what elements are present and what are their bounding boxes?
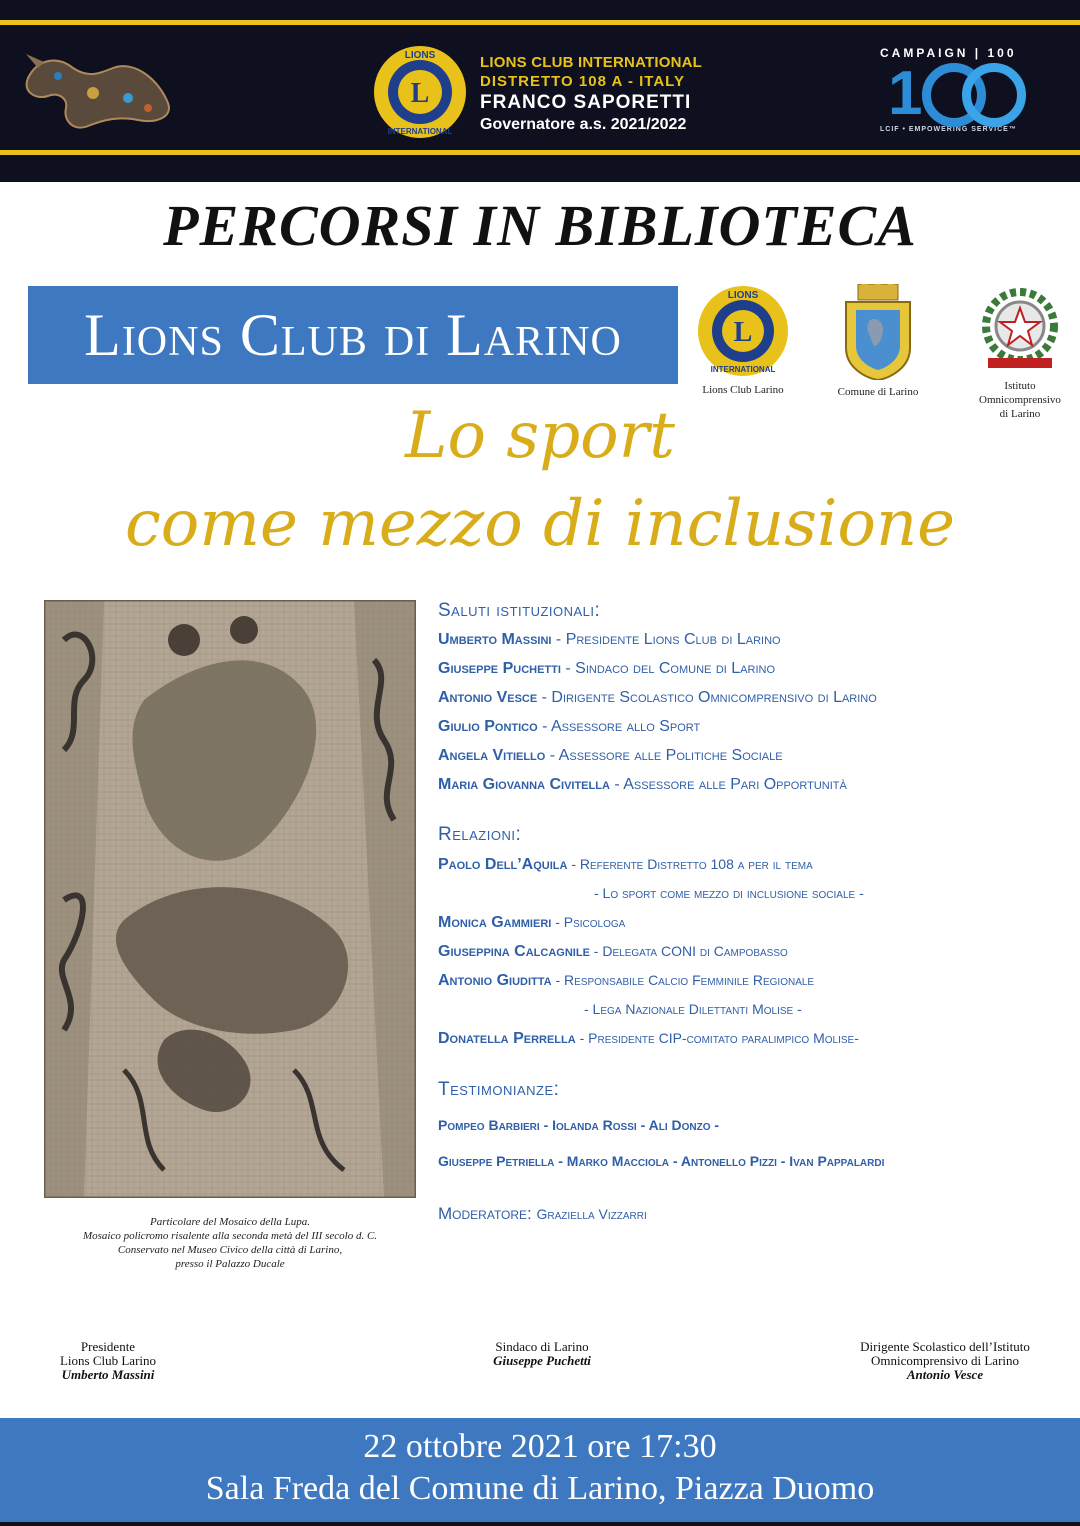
coat-of-arms-icon	[828, 284, 928, 380]
speaker-role: - Responsabile Calcio Femminile Regionale	[551, 972, 815, 988]
header-banner	[0, 0, 1080, 182]
signature-mayor	[462, 1340, 622, 1368]
speaker-name: Angela Vitiello	[438, 747, 546, 764]
speaker-name: Giulio Pontico	[438, 718, 538, 735]
speaker-name: Maria Giovanna Civitella	[438, 776, 610, 793]
speaker-name: Antonio Vesce	[438, 689, 538, 706]
governor-term: Governatore a.s. 2021/2022	[480, 116, 687, 133]
subtitle-line-1: Lo sport	[404, 399, 676, 473]
testimonianze-heading: Testimonianze:	[438, 1079, 560, 1100]
mosaic-caption-line-2: Mosaico policromo risalente alla seconda metà del III secolo d. C.	[82, 1230, 378, 1242]
speaker-name: Paolo Dell’Aquila	[438, 856, 568, 873]
signature-org: Lions Club Larino	[59, 1353, 157, 1368]
signature-name: Giuseppe Puchetti	[493, 1353, 591, 1368]
speaker-role: - Sindaco del Comune di Larino	[560, 660, 776, 677]
relazioni-item	[438, 968, 1058, 997]
district-name: DISTRETTO 108 A - ITALY	[480, 73, 685, 90]
comune-logo-caption: Comune di Larino	[837, 386, 919, 398]
lions-international-emblem	[372, 44, 468, 140]
bottom-edge	[0, 1522, 1080, 1526]
signature-name: Antonio Vesce	[906, 1367, 984, 1382]
svg-text:INTERNATIONAL: INTERNATIONAL	[387, 127, 453, 136]
club-name: Lions Club di Larino	[84, 302, 622, 368]
moderator-label: Moderatore:	[438, 1204, 537, 1223]
campaign-tagline: LCIF • EMPOWERING SERVICE™	[880, 126, 1017, 133]
signature-title: Presidente	[80, 1339, 136, 1354]
speaker-role: - Assessore alle Politiche Sociale	[545, 747, 783, 764]
header-gold-line-top	[0, 20, 1080, 25]
event-location: Sala Freda del Comune di Larino, Piazza Duomo	[205, 1470, 875, 1507]
speaker-name: Umberto Massini	[438, 631, 552, 648]
signature-school-director	[820, 1340, 1070, 1382]
lions-emblem-icon	[692, 284, 794, 378]
relazioni-item-continued	[438, 997, 1058, 1026]
mosaic-caption-line-3: Conservato nel Museo Civico della città di Larino,	[117, 1244, 343, 1256]
speaker-role: - Assessore allo Sport	[537, 718, 701, 735]
event-subtitle	[0, 392, 1080, 568]
speaker-name: Antonio Giuditta	[438, 972, 552, 989]
relazioni-item-continued	[438, 881, 1058, 910]
wolf-mosaic-image	[44, 600, 416, 1198]
relazioni-heading: Relazioni:	[438, 824, 522, 845]
saluti-item	[438, 715, 1058, 744]
event-date-location-band	[0, 1418, 1080, 1522]
signature-president	[28, 1340, 188, 1382]
svg-text:LIONS: LIONS	[727, 290, 759, 301]
speaker-role-continued: - Lo sport come mezzo di inclusione sociale -	[594, 885, 864, 901]
relazioni-item	[438, 852, 1058, 881]
speaker-name: Giuseppina Calcagnile	[438, 943, 590, 960]
event-date-time: 22 ottobre 2021 ore 17:30	[363, 1428, 717, 1465]
relazioni-item	[438, 1026, 1058, 1055]
testimonianze-line-1: Pompeo Barbieri - Iolanda Rossi - Ali Donzo -	[438, 1117, 720, 1133]
relazioni-item	[438, 939, 1058, 968]
istituto-caption-3: di Larino	[999, 408, 1041, 420]
campaign-label: CAMPAIGN | 100	[880, 46, 1017, 60]
testimonianze-line-2: Giuseppe Petriella - Marko Macciola - Antonello Pizzi - Ivan Pappalardi	[438, 1153, 885, 1169]
lions-club-larino-logo	[692, 284, 794, 397]
saluti-item	[438, 657, 1058, 686]
moderator	[438, 1201, 1058, 1231]
campaign-100-mark: 1	[880, 62, 1040, 126]
event-series-title: PERCORSI IN BIBLIOTECA	[163, 193, 917, 258]
svg-text:INTERNATIONAL: INTERNATIONAL	[710, 365, 776, 374]
saluti-heading: Saluti istituzionali:	[438, 600, 601, 621]
dolphin-mosaic-logo	[18, 48, 178, 132]
istituto-caption-2: Omnicomprensivo	[979, 394, 1061, 406]
campaign-100-logo	[880, 46, 1040, 133]
speaker-role-continued: - Lega Nazionale Dilettanti Molise -	[584, 1001, 802, 1017]
signature-title: Dirigente Scolastico dell’Istituto	[860, 1339, 1030, 1354]
mosaic-caption	[20, 1215, 440, 1271]
speaker-name: Donatella Perrella	[438, 1030, 576, 1047]
org-name: LIONS CLUB INTERNATIONAL	[480, 54, 703, 71]
speaker-role: - Presidente Lions Club di Larino	[551, 631, 781, 648]
saluti-item	[438, 686, 1058, 715]
mosaic-caption-line-1: Particolare del Mosaico della Lupa.	[150, 1216, 310, 1228]
saluti-item	[438, 773, 1058, 802]
header-gold-line-bottom	[0, 150, 1080, 155]
moderator-name: Graziella Vizzarri	[536, 1206, 647, 1222]
svg-text:L: L	[410, 78, 430, 109]
club-band	[28, 286, 678, 384]
saluti-item	[438, 744, 1058, 773]
speaker-name: Monica Gammieri	[438, 914, 552, 931]
istituto-caption-1: Istituto	[1004, 380, 1036, 392]
signature-title: Sindaco di Larino	[495, 1339, 589, 1354]
saluti-item	[438, 628, 1058, 657]
event-program	[438, 598, 1058, 1231]
speaker-role: - Presidente CIP-comitato paralimpico Molise-	[575, 1030, 859, 1046]
svg-text:LIONS: LIONS	[404, 50, 436, 61]
speaker-role: - Assessore alle Pari Opportunità	[609, 776, 847, 793]
signature-name: Umberto Massini	[61, 1367, 155, 1382]
district-info	[480, 54, 702, 134]
speaker-name: Giuseppe Puchetti	[438, 660, 561, 677]
speaker-role: - Dirigente Scolastico Omnicomprensivo di Larino	[537, 689, 877, 706]
speaker-role: - Psicologa	[551, 914, 626, 930]
governor-name: FRANCO SAPORETTI	[480, 92, 692, 113]
signature-org: Omnicomprensivo di Larino	[870, 1353, 1020, 1368]
italian-republic-emblem-icon	[960, 284, 1080, 374]
subtitle-line-2: come mezzo di inclusione	[124, 487, 956, 561]
speaker-role: - Referente Distretto 108 a per il tema	[567, 856, 813, 872]
relazioni-item	[438, 910, 1058, 939]
mosaic-caption-line-4: presso il Palazzo Ducale	[175, 1258, 285, 1270]
svg-text:L: L	[733, 317, 753, 348]
comune-larino-logo	[828, 284, 928, 399]
lions-logo-caption: Lions Club Larino	[702, 384, 784, 396]
speaker-role: - Delegata CONI di Campobasso	[589, 943, 788, 959]
